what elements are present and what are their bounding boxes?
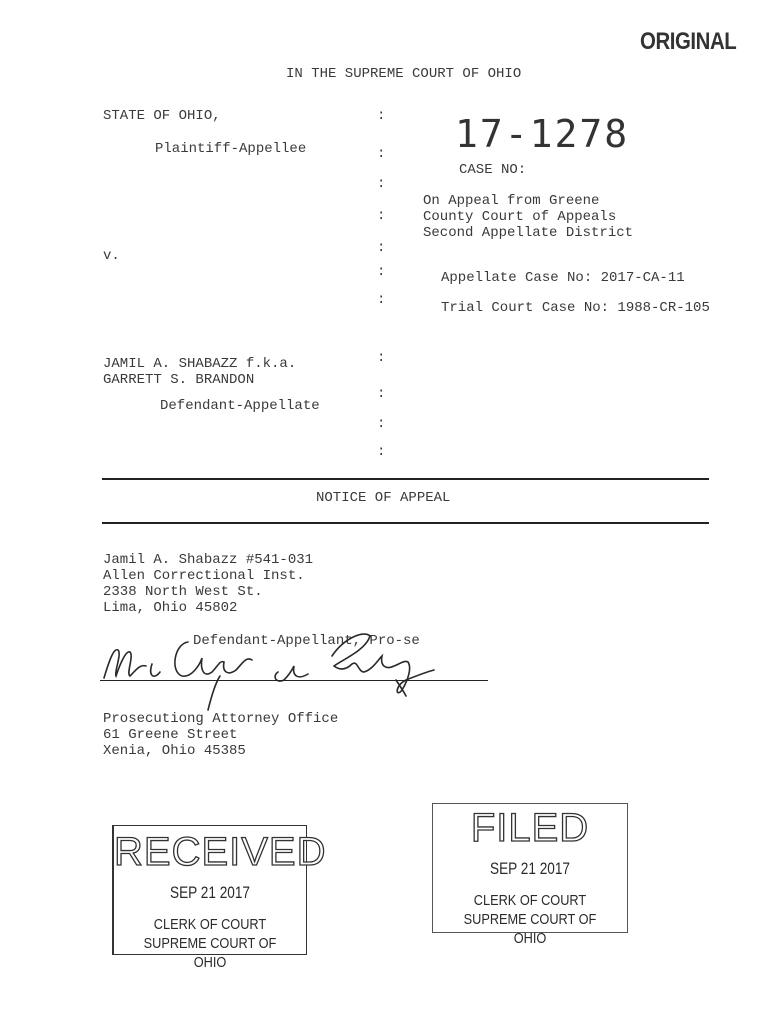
versus-label: v. (103, 248, 120, 264)
caption-colon: : (377, 444, 386, 460)
prosecutor-address-line2: 61 Greene Street (103, 727, 238, 743)
filed-stamp-date: SEP 21 2017 (490, 859, 570, 878)
plaintiff-role: Plaintiff-Appellee (155, 141, 307, 157)
received-stamp-title: RECEIVED (114, 830, 327, 874)
plaintiff-name: STATE OF OHIO, (103, 108, 221, 124)
defendant-name-line2: GARRETT S. BRANDON (103, 372, 255, 388)
appellant-address-line2: Allen Correctional Inst. (103, 568, 305, 584)
handwritten-case-number: 17-1278 (455, 112, 630, 156)
received-stamp (112, 825, 327, 971)
caption-colon: : (377, 386, 386, 402)
original-stamp: ORIGINAL (640, 28, 737, 55)
filed-stamp-court: SUPREME COURT OF OHIO (463, 911, 597, 947)
caption-colon: : (377, 292, 386, 308)
caption-colon: : (377, 108, 386, 124)
caption-colon: : (377, 416, 386, 432)
received-stamp-date: SEP 21 2017 (170, 883, 250, 902)
appellant-role: Defendant-Appellant, Pro-se (193, 633, 420, 649)
prosecutor-address-line3: Xenia, Ohio 45385 (103, 743, 246, 759)
court-title: IN THE SUPREME COURT OF OHIO (286, 66, 522, 82)
caption-colon: : (377, 176, 386, 192)
top-divider (102, 478, 709, 480)
caption-colon: : (377, 264, 386, 280)
filed-stamp-title: FILED (470, 806, 590, 850)
notice-title: NOTICE OF APPEAL (316, 490, 451, 506)
prosecutor-address-line1: Prosecutiong Attorney Office (103, 711, 339, 727)
trial-court-case-number: Trial Court Case No: 1988-CR-105 (441, 300, 710, 316)
appeal-from-line3: Second Appellate District (423, 225, 634, 241)
appellant-address-line4: Lima, Ohio 45802 (103, 600, 238, 616)
bottom-divider (102, 522, 709, 524)
signature-icon (96, 620, 456, 720)
defendant-role: Defendant-Appellate (160, 398, 320, 414)
appellate-case-number: Appellate Case No: 2017-CA-11 (441, 270, 685, 286)
received-stamp-clerk: CLERK OF COURT (153, 916, 267, 933)
signature-line (100, 680, 488, 681)
filed-stamp-clerk: CLERK OF COURT (473, 892, 587, 909)
case-no-label: CASE NO: (459, 162, 527, 178)
appeal-from-line1: On Appeal from Greene (423, 193, 600, 209)
filed-stamp (432, 803, 628, 947)
caption-colon: : (377, 208, 386, 224)
caption-colon: : (377, 146, 386, 162)
appellant-address-line3: 2338 North West St. (103, 584, 263, 600)
appeal-from-line2: County Court of Appeals (423, 209, 617, 225)
received-stamp-court: SUPREME COURT OF OHIO (143, 935, 277, 971)
caption-colon: : (377, 240, 386, 256)
appellant-address-line1: Jamil A. Shabazz #541-031 (103, 552, 314, 568)
defendant-name-line1: JAMIL A. SHABAZZ f.k.a. (103, 356, 297, 372)
caption-colon: : (377, 350, 386, 366)
